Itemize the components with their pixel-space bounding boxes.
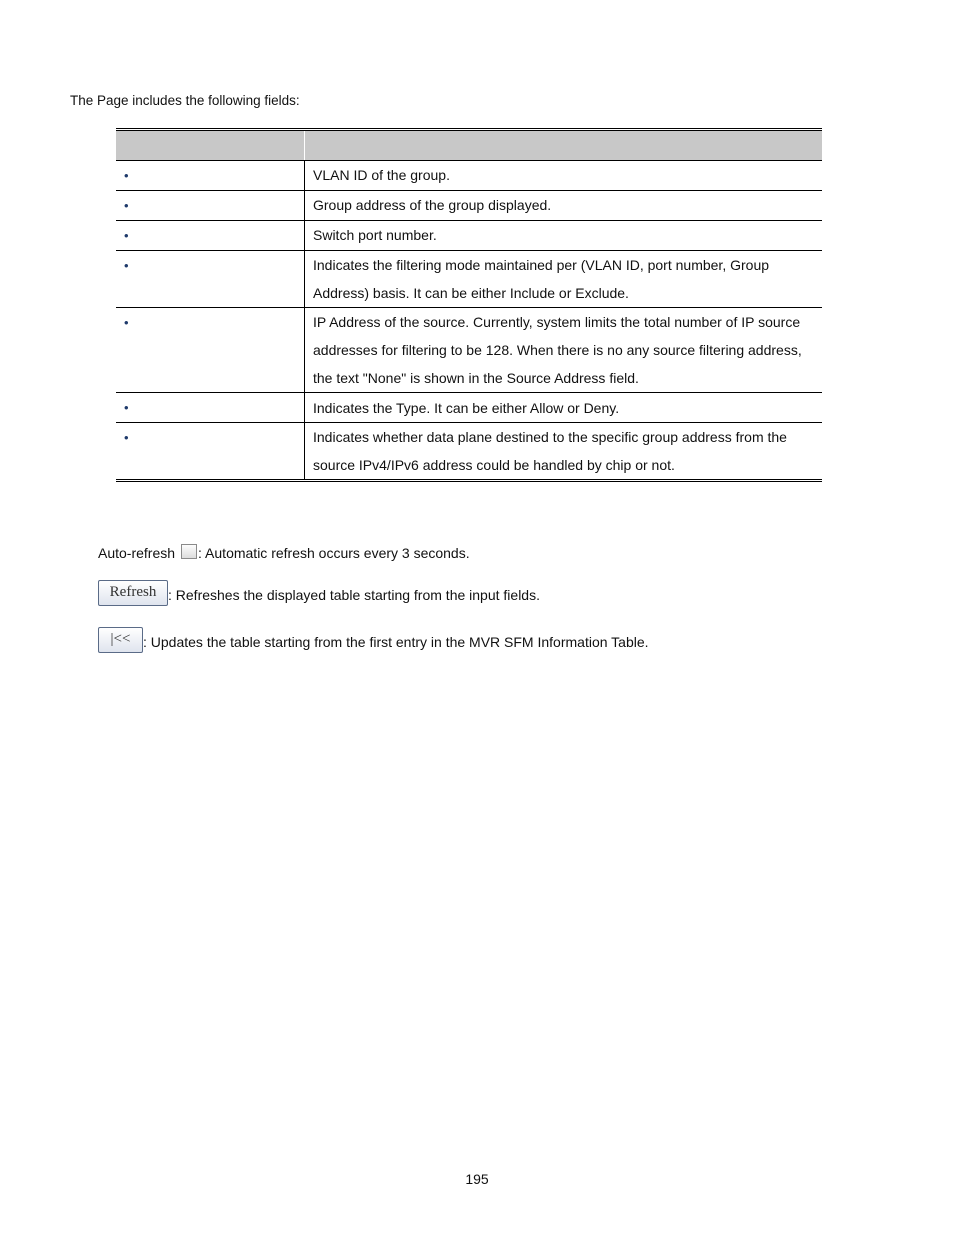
bullet-icon: • [124,315,129,330]
bullet-icon: • [124,198,129,213]
row-description: VLAN ID of the group. [305,161,823,191]
bullet-icon: • [124,400,129,415]
refresh-button[interactable]: Refresh [98,580,168,606]
auto-refresh-line [98,544,470,561]
row-description: Indicates the filtering mode maintained per (VLAN ID, port number, Group Address) basis. It can be either Include or Exclude. [305,251,823,308]
auto-refresh-checkbox[interactable] [181,544,197,559]
table-row [116,161,822,191]
refresh-description: : Refreshes the displayed table starting from the input fields. [168,587,540,603]
auto-refresh-description: : Automatic refresh occurs every 3 seconds. [198,545,470,561]
bullet-icon: • [124,228,129,243]
row-description: Indicates the Type. It can be either Allow or Deny. [305,393,823,423]
page-number: 195 [465,1171,489,1187]
first-page-description: : Updates the table starting from the first entry in the MVR SFM Information Table. [143,634,649,650]
table-row [116,191,822,221]
table-row [116,393,822,423]
bullet-icon: • [124,168,129,183]
row-description: Group address of the group displayed. [305,191,823,221]
row-description: IP Address of the source. Currently, system limits the total number of IP source addresses for filtering to be 128. When there is no any source filtering address, the text "None" is shown in the Source Address field. [305,308,823,393]
fields-table [116,128,822,482]
first-page-button[interactable]: |<< [98,627,143,653]
table-row [116,251,822,308]
refresh-line [98,580,540,606]
intro-text: The Page includes the following fields: [70,93,300,108]
auto-refresh-label: Auto-refresh [98,545,176,561]
row-description: Indicates whether data plane destined to the specific group address from the source IPv4/IPv6 address could be handled by chip or not. [305,423,823,481]
table-row [116,423,822,481]
header-description [305,131,823,161]
first-page-line [98,627,649,653]
bullet-icon: • [124,430,129,445]
row-description: Switch port number. [305,221,823,251]
table-header-row [116,131,822,161]
bullet-icon: • [124,258,129,273]
header-object [116,131,305,161]
table-row [116,221,822,251]
table-row [116,308,822,393]
